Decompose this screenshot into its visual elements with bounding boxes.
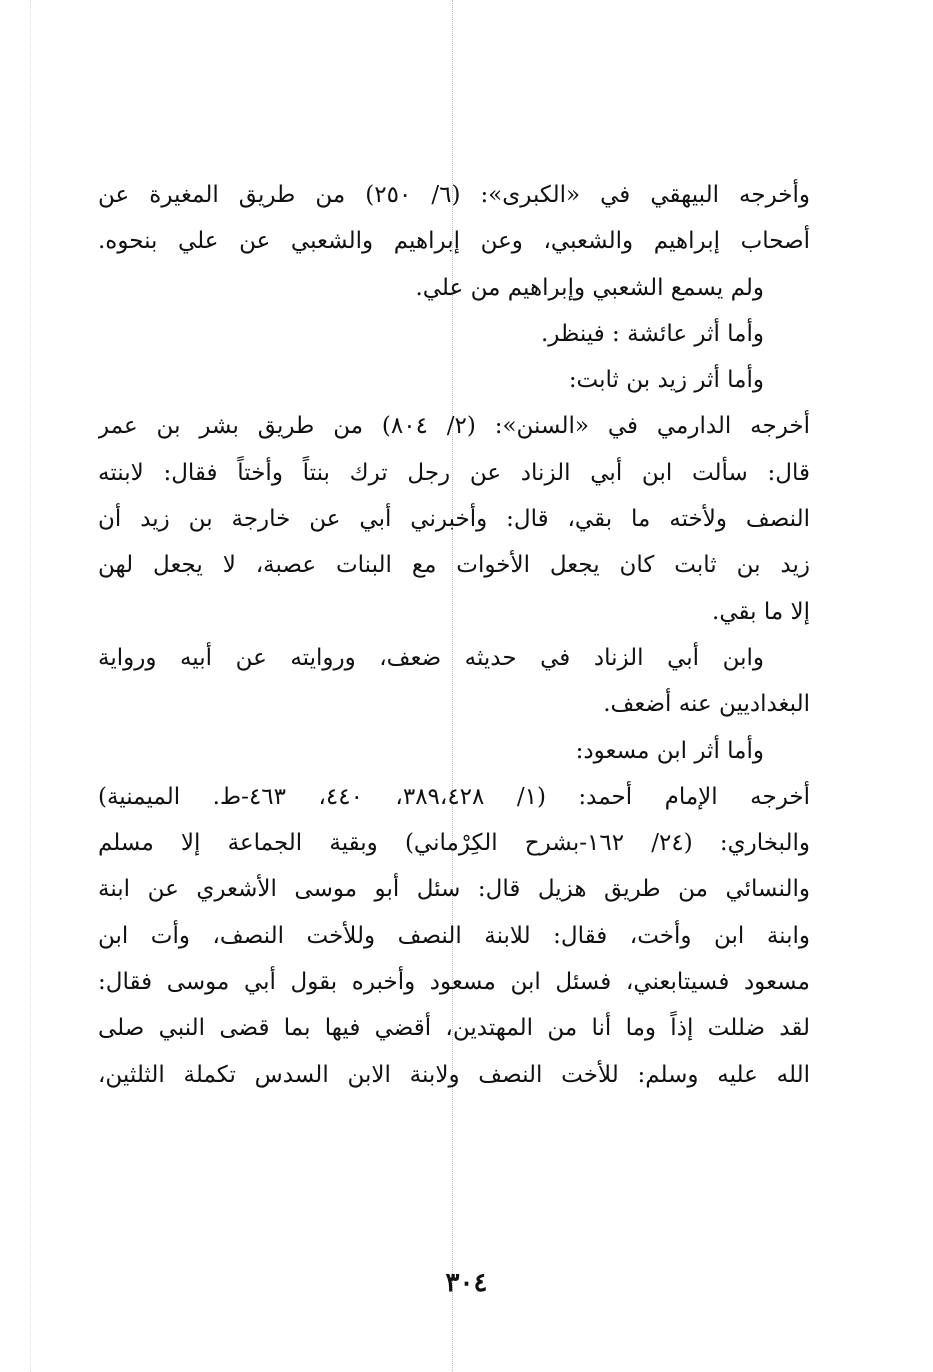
text-line: وابنة ابن وأخت، فقال: للابنة النصف وللأخت النصف، وأت ابن: [98, 922, 810, 949]
scan-guide-line: [30, 0, 31, 1372]
page-number: ٣٠٤: [445, 1268, 488, 1298]
text-line: الله عليه وسلم: للأخت النصف ولابنة الابن السدس تكملة الثلثين،: [98, 1061, 810, 1088]
text-line: وابن أبي الزناد في حديثه ضعف، وروايته عن أبيه ورواية: [98, 644, 764, 671]
text-line: مسعود فسيتابعني، فسئل ابن مسعود وأخبره بقول أبي موسى فقال:: [98, 969, 810, 996]
text-line: أخرجه الدارمي في «السنن»: (٢/ ٨٠٤) من طريق بشر بن عمر: [98, 413, 810, 440]
text-line: لقد ضللت إذاً وما أنا من المهتدين، أقضي فيها بما قضى النبي صلى: [98, 1015, 810, 1042]
text-line: قال: سألت ابن أبي الزناد عن رجل ترك بنتاً وأختاً فقال: لابنته: [98, 459, 810, 486]
text-line: والنسائي من طريق هزيل قال: سئل أبو موسى الأشعري عن ابنة: [98, 876, 810, 903]
text-line: إلا ما بقي.: [712, 598, 810, 625]
text-line: وأما أثر زيد بن ثابت:: [568, 367, 764, 394]
text-line: النصف ولأخته ما بقي، قال: وأخبرني أبي عن خارجة بن زيد أن: [98, 506, 810, 533]
text-line: وأما أثر ابن مسعود:: [575, 737, 764, 764]
text-line: أخرجه الإمام أحمد: (١/ ٣٨٩،٤٢٨، ٤٤٠، ٤٦٣-ط. الميمنية): [98, 783, 810, 810]
text-line: ولم يسمع الشعبي وإبراهيم من علي.: [415, 274, 764, 301]
text-line: والبخاري: (٢٤/ ١٦٢-بشرح الكِرْماني) وبقية الجماعة إلا مسلم: [98, 830, 810, 857]
text-line: زيد بن ثابت كان يجعل الأخوات مع البنات عصبة، لا يجعل لهن: [98, 552, 810, 579]
text-line: وأما أثر عائشة : فينظر.: [540, 320, 764, 347]
text-line: وأخرجه البيهقي في «الكبرى»: (٦/ ٢٥٠) من طريق المغيرة عن: [98, 182, 810, 208]
text-line: البغداديين عنه أضعف.: [603, 691, 810, 718]
text-line: أصحاب إبراهيم والشعبي، وعن إبراهيم والشعبي عن علي بنحوه.: [98, 228, 810, 255]
page-body-text: [98, 172, 810, 1098]
